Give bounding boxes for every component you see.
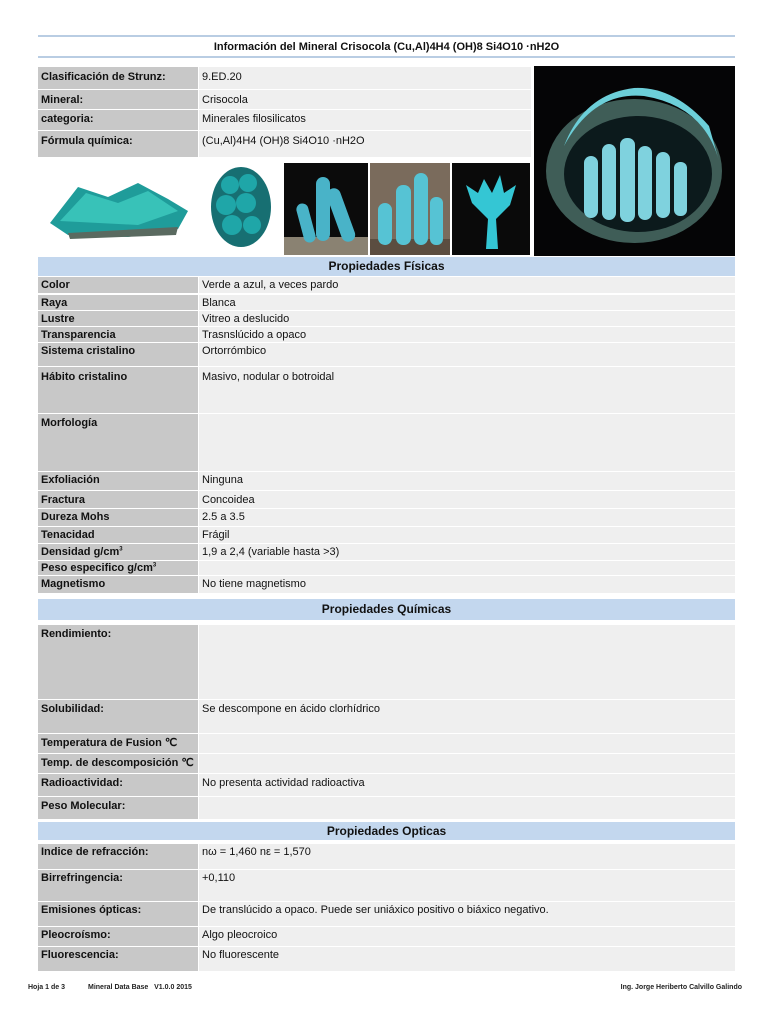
summary-value: 9.ED.20: [199, 67, 531, 89]
photo-stalactite-group: [370, 163, 450, 255]
summary-value: Crisocola: [199, 90, 531, 109]
property-value: Concoidea: [199, 491, 735, 508]
property-label: Dureza Mohs: [38, 509, 198, 526]
summary-label: categoria:: [38, 110, 198, 130]
property-label: Exfoliación: [38, 472, 198, 490]
property-label: Solubilidad:: [38, 700, 198, 733]
summary-label: Mineral:: [38, 90, 198, 109]
property-label: Pleocroísmo:: [38, 927, 198, 946]
property-value: [199, 561, 735, 575]
footer-database: Mineral Data Base V1.0.0 2015: [88, 984, 192, 991]
property-value: [199, 625, 735, 699]
property-label: Tenacidad: [38, 527, 198, 543]
property-value: 1,9 a 2,4 (variable hasta >3): [199, 544, 735, 560]
summary-label: Fórmula química:: [38, 131, 198, 157]
property-value: No tiene magnetismo: [199, 576, 735, 593]
summary-label: Clasificación de Strunz:: [38, 67, 198, 89]
property-value: +0,110: [199, 870, 735, 901]
property-value: 2.5 a 3.5: [199, 509, 735, 526]
photo-crust-specimen: [38, 163, 198, 255]
page-title: Información del Mineral Crisocola (Cu,Al)4H4 (OH)8 Si4O10 ·nH2O: [213, 41, 560, 53]
summary-value: Minerales filosilicatos: [199, 110, 531, 130]
property-label: Rendimiento:: [38, 625, 198, 699]
property-label: Temp. de descomposición ℃: [38, 754, 198, 773]
section-header-quimicas: Propiedades Químicas: [38, 599, 735, 620]
property-label: [38, 561, 198, 575]
property-label: Fractura: [38, 491, 198, 508]
photo-coral-form: [452, 163, 530, 255]
photo-geode-specimen: [534, 66, 735, 256]
section-header-opticas: Propiedades Opticas: [38, 822, 735, 840]
property-label: Radioactividad:: [38, 774, 198, 796]
property-label: Peso Molecular:: [38, 797, 198, 819]
property-value: Masivo, nodular o botroidal: [199, 367, 735, 413]
property-label: Lustre: [38, 311, 198, 326]
property-label: Sistema cristalino: [38, 343, 198, 366]
property-label: Temperatura de Fusion ℃: [38, 734, 198, 753]
property-value: [199, 414, 735, 471]
section-header-fisicas: Propiedades Físicas: [38, 257, 735, 276]
property-value: [199, 754, 735, 773]
property-value: [199, 734, 735, 753]
property-value: Verde a azul, a veces pardo: [199, 277, 735, 293]
property-value: nω = 1,460 nε = 1,570: [199, 844, 735, 869]
property-label: Morfología: [38, 414, 198, 471]
superscript: 3: [119, 546, 123, 553]
property-label: Birrefringencia:: [38, 870, 198, 901]
property-value: Algo pleocroico: [199, 927, 735, 946]
property-value: Frágil: [199, 527, 735, 543]
property-value: No fluorescente: [199, 947, 735, 971]
title-rule: [38, 56, 735, 58]
property-label: Hábito cristalino: [38, 367, 198, 413]
property-label: Magnetismo: [38, 576, 198, 593]
property-label: [38, 544, 198, 560]
property-label: Raya: [38, 295, 198, 310]
property-value: Vitreo a deslucido: [199, 311, 735, 326]
property-label-text: Densidad g/cm: [41, 546, 120, 558]
photo-stalactite-cluster: [284, 163, 368, 255]
photo-nodular-specimen: [200, 163, 282, 255]
property-value: Ortorrómbico: [199, 343, 735, 366]
top-rule: [38, 35, 735, 37]
property-value: De translúcido a opaco. Puede ser uniáxico positivo o biáxico negativo.: [199, 902, 735, 926]
summary-value: (Cu,Al)4H4 (OH)8 Si4O10 ·nH2O: [199, 131, 531, 157]
property-label: Color: [38, 277, 198, 293]
property-value: Se descompone en ácido clorhídrico: [199, 700, 735, 733]
property-label: Indice de refracción:: [38, 844, 198, 869]
property-value: [199, 797, 735, 819]
property-value: Ninguna: [199, 472, 735, 490]
property-label: Fluorescencia:: [38, 947, 198, 971]
footer-author: Ing. Jorge Heriberto Calvillo Galindo: [620, 984, 742, 991]
superscript: 3: [152, 562, 157, 569]
property-value: Blanca: [199, 295, 735, 310]
property-label: Transparencia: [38, 327, 198, 342]
property-label: Emisiones ópticas:: [38, 902, 198, 926]
property-label-text: Peso especifico g/cm: [41, 562, 153, 574]
footer-page-number: Hoja 1 de 3: [28, 984, 65, 991]
property-value: No presenta actividad radioactiva: [199, 774, 735, 796]
property-value: Trasnslúcido a opaco: [199, 327, 735, 342]
